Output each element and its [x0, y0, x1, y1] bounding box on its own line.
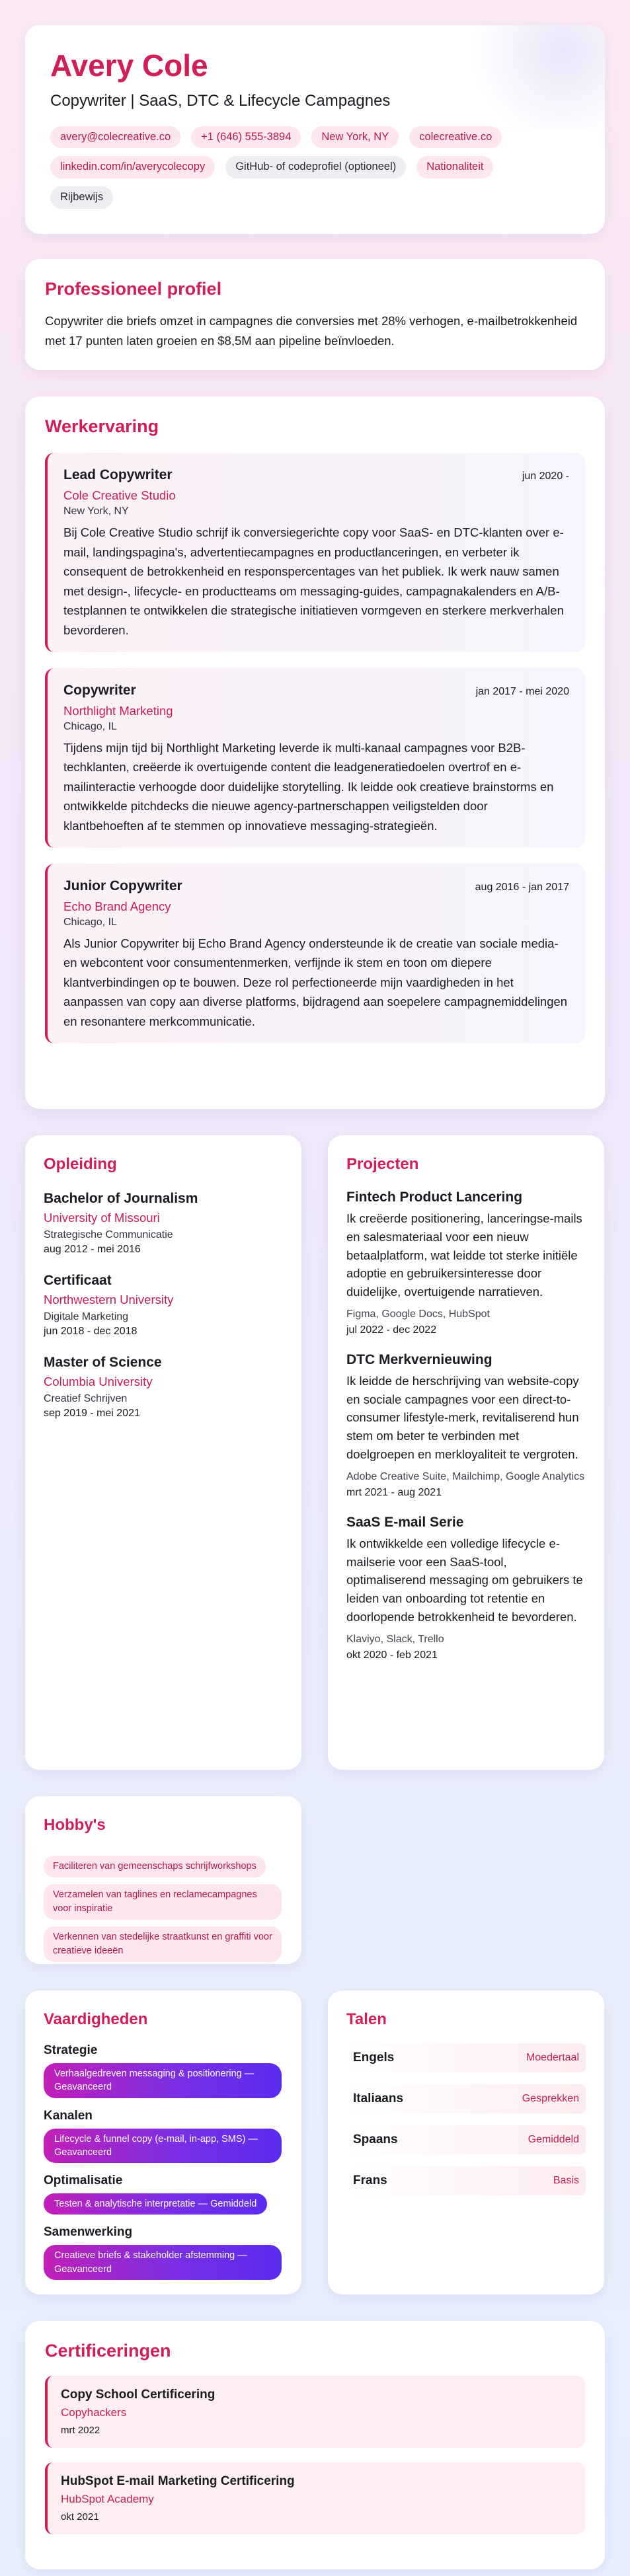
project-date: mrt 2021 - aug 2021	[346, 1486, 442, 1498]
education-section	[25, 1135, 301, 1770]
skill-group	[44, 2174, 283, 2215]
linkedin-chip[interactable]: linkedin.com/in/averycolecopy	[50, 156, 215, 178]
certification-name: Copy School Certificering	[61, 2388, 216, 2402]
job-entry	[45, 668, 585, 848]
resume-header	[25, 25, 605, 234]
education-field: Strategische Communicatie	[44, 1229, 173, 1240]
certification-issuer: Copyhackers	[61, 2406, 127, 2419]
language-row	[346, 2166, 586, 2195]
website-chip[interactable]: colecreative.co	[409, 126, 502, 149]
contact-chips	[50, 126, 513, 209]
job-company: Cole Creative Studio	[63, 488, 176, 502]
project-entry	[346, 1190, 586, 1336]
skill-group-name: Optimalisatie	[44, 2174, 123, 2188]
education-school: University of Missouri	[44, 1211, 160, 1225]
project-description: Ik creëerde positionering, lanceringse-mails en salesmateriaal voor een nieuw betaalplatform, wat leidde tot sterke initiële adoptie en gebruikersinteresse door duidelijke, overtuigende narratieven.	[346, 1211, 582, 1299]
certification-entry	[45, 2376, 585, 2448]
skill-group	[44, 2043, 283, 2098]
job-entry	[45, 864, 585, 1043]
project-name: Fintech Product Lancering	[346, 1190, 523, 1205]
language-level: Gemiddeld	[528, 2134, 579, 2145]
nationality-chip: Nationaliteit	[416, 156, 493, 178]
skill-pill: Testen & analytische interpretatie — Gemiddeld	[44, 2193, 267, 2215]
candidate-tagline: Copywriter | SaaS, DTC & Lifecycle Campagnes	[50, 91, 391, 110]
job-location: Chicago, IL	[63, 916, 117, 928]
education-projects-row	[25, 1135, 605, 1770]
projects-section	[328, 1135, 604, 1770]
skill-group-name: Samenwerking	[44, 2225, 133, 2240]
hobby-list	[44, 1849, 283, 1962]
github-chip[interactable]: GitHub- of codeprofiel (optioneel)	[225, 156, 406, 178]
project-description: Ik leidde de herschrijving van website-copy en sociale campagnes voor een direct-to-consumer lifestyle-merk, revitaliserend hun stem om beter te verbinden met doelgroepen en merkloyaliteit te vergroten.	[346, 1373, 579, 1461]
language-name: Frans	[353, 2174, 387, 2187]
job-description: Als Junior Copywriter bij Echo Brand Agency ondersteunde ik de creatie van sociale media- en webcontent voor consumentenmerken, verfijnde ik stem en toon om diepere klantverbindingen op te bouwen. Deze rol perfectioneerde mijn vaardigheden in het aanpassen van copy aan diverse platforms, bijdragend aan soepelere campagnemiddelingen en resonantere merkcommunicatie.	[63, 936, 568, 1028]
job-location: New York, NY	[63, 506, 129, 517]
education-date: jun 2018 - dec 2018	[44, 1326, 138, 1337]
project-entry	[346, 1352, 586, 1499]
job-date: jun 2020 -	[522, 471, 569, 482]
hobbies-title: Hobby's	[44, 1816, 106, 1834]
project-tools: Figma, Google Docs, HubSpot	[346, 1308, 490, 1320]
certifications-section	[25, 2321, 605, 2569]
location-chip: New York, NY	[311, 126, 399, 149]
certification-date: okt 2021	[61, 2511, 99, 2522]
certification-issuer: HubSpot Academy	[61, 2493, 154, 2505]
job-title: Junior Copywriter	[63, 878, 182, 893]
certification-name: HubSpot E-mail Marketing Certificering	[61, 2474, 295, 2488]
project-date: okt 2020 - feb 2021	[346, 1649, 438, 1661]
education-degree: Master of Science	[44, 1355, 162, 1370]
email-chip[interactable]: avery@colecreative.co	[50, 126, 180, 149]
profile-title: Professioneel profiel	[45, 279, 222, 299]
hobby-chip: Verkennen van stedelijke straatkunst en graffiti voor creatieve ideeën	[44, 1926, 282, 1962]
hobby-chip: Faciliteren van gemeenschaps schrijfworkshops	[44, 1856, 266, 1877]
project-description: Ik ontwikkelde een volledige lifecycle e-mailserie voor een SaaS-tool, optimaliserend messaging om gebruikers te leiden van onboarding tot retentie en doorlopende betrokkenheid te bevorderen.	[346, 1536, 583, 1624]
hobby-chip: Verzamelen van taglines en reclamecampagnes voor inspiratie	[44, 1884, 282, 1920]
job-company: Northlight Marketing	[63, 703, 173, 718]
project-name: DTC Merkvernieuwing	[346, 1351, 492, 1367]
education-degree: Certificaat	[44, 1273, 112, 1288]
projects-title: Projecten	[346, 1155, 419, 1173]
education-degree: Bachelor of Journalism	[44, 1191, 198, 1206]
project-tools: Klaviyo, Slack, Trello	[346, 1633, 444, 1645]
drivers-license-chip: Rijbewijs	[50, 186, 113, 209]
language-name: Spaans	[353, 2133, 398, 2146]
language-row	[346, 2043, 586, 2072]
education-entry	[44, 1191, 283, 1256]
project-name: SaaS E-mail Serie	[346, 1514, 464, 1530]
project-entry	[346, 1515, 586, 1661]
job-title: Copywriter	[63, 682, 136, 698]
skills-section	[25, 1990, 301, 2294]
job-description: Bij Cole Creative Studio schrijf ik conversiegerichte copy voor SaaS- en DTC-klanten over e-mail, landingspagina's, advertentiecampagnes en productlanceringen, en verbeter ik consequent de betrokkenheid en responspercentages van het publiek. Ik werk nauw samen met design-, lifecycle- en productteams om messaging-guides, campagnakalenders en A/B-testplannen te ontwikkelen die strategische initiatieven vormgeven en sterkere merkverhalen bevorderen.	[63, 525, 564, 637]
skill-pill: Creatieve briefs & stakeholder afstemming — Geavanceerd	[44, 2245, 282, 2280]
job-title: Lead Copywriter	[63, 467, 173, 482]
language-level: Basis	[553, 2175, 579, 2186]
hobbies-section	[25, 1796, 301, 1964]
work-title: Werkervaring	[45, 416, 159, 436]
job-entry	[45, 453, 585, 652]
language-name: Italiaans	[353, 2092, 404, 2105]
project-date: jul 2022 - dec 2022	[346, 1324, 437, 1336]
education-entry	[44, 1273, 283, 1338]
job-date: aug 2016 - jan 2017	[475, 881, 569, 893]
skills-title: Vaardigheden	[44, 2010, 148, 2028]
certification-date: mrt 2022	[61, 2425, 100, 2436]
education-field: Creatief Schrijven	[44, 1393, 128, 1404]
project-tools: Adobe Creative Suite, Mailchimp, Google Analytics	[346, 1470, 585, 1482]
skill-group-name: Strategie	[44, 2043, 98, 2057]
job-description: Tijdens mijn tijd bij Northlight Marketing leverde ik multi-kanaal campagnes voor B2B-techklanten, creëerde ik overtuigende content die leadgeneratiedoelen overtrof en e-mailinteractie verhoogde door duidelijke storytelling. Ik leidde ook creatieve brainstorms en ontwikkelde pitchdecks die nieuwe agency-partnerschappen veiligstelden door klantbehoeften af te stemmen op innovatieve messaging-strategieën.	[63, 740, 554, 833]
education-title: Opleiding	[44, 1155, 117, 1173]
language-name: Engels	[353, 2051, 395, 2065]
education-school: Columbia University	[44, 1375, 153, 1388]
language-row	[346, 2125, 586, 2154]
profile-section	[25, 259, 605, 370]
education-date: sep 2019 - mei 2021	[44, 1408, 140, 1419]
language-level: Gesprekken	[522, 2093, 579, 2104]
language-level: Moedertaal	[526, 2052, 579, 2063]
languages-title: Talen	[346, 2010, 387, 2028]
job-location: Chicago, IL	[63, 720, 117, 732]
job-date: jan 2017 - mei 2020	[475, 685, 569, 697]
languages-section	[328, 1990, 604, 2294]
education-date: aug 2012 - mei 2016	[44, 1244, 141, 1255]
education-entry	[44, 1355, 283, 1420]
certifications-title: Certificeringen	[45, 2341, 171, 2361]
work-section	[25, 397, 605, 1109]
job-company: Echo Brand Agency	[63, 899, 171, 913]
skills-languages-row	[25, 1990, 605, 2294]
skill-group	[44, 2225, 283, 2280]
skill-group	[44, 2109, 283, 2164]
education-field: Digitale Marketing	[44, 1311, 129, 1322]
skill-group-name: Kanalen	[44, 2108, 93, 2123]
skill-pill: Verhaalgedreven messaging & positionering — Geavanceerd	[44, 2063, 282, 2098]
candidate-name: Avery Cole	[50, 48, 208, 83]
profile-text: Copywriter die briefs omzet in campagnes die conversies met 28% verhogen, e-mailbetrokkenheid met 17 punten laten groeien en $8,5M aan pipeline beïnvloeden.	[45, 314, 578, 348]
education-school: Northwestern University	[44, 1293, 174, 1307]
language-row	[346, 2084, 586, 2113]
skill-pill: Lifecycle & funnel copy (e-mail, in-app, SMS) — Geavanceerd	[44, 2129, 282, 2164]
certification-entry	[45, 2462, 585, 2534]
phone-chip[interactable]: +1 (646) 555-3894	[191, 126, 301, 149]
